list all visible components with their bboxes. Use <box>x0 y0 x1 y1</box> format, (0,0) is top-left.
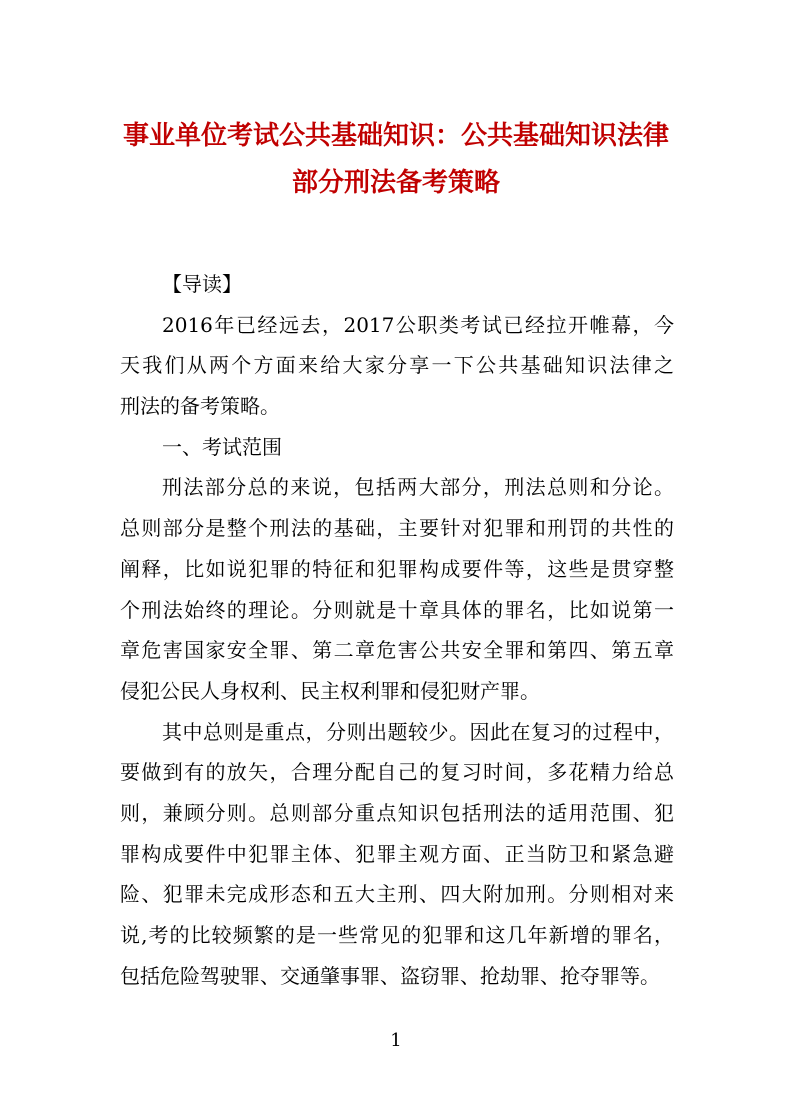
document-body <box>120 264 674 996</box>
page-number: 1 <box>390 1030 402 1051</box>
body-line: 说,考的比较频繁的是一些常见的犯罪和这几年新增的罪名， <box>120 923 674 947</box>
body-line: 险、犯罪未完成形态和五大主刑、四大附加刑。分则相对来 <box>120 882 674 907</box>
body-line: 个刑法始终的理论。分则就是十章具体的罪名，比如说第一 <box>120 597 674 622</box>
body-line: 侵犯公民人身权利、民主权利罪和侵犯财产罪。 <box>120 678 540 703</box>
body-line: 刑法的备考策略。 <box>120 394 280 419</box>
body-line: 刑法部分总的来说，包括两大部分，刑法总则和分论。 <box>162 475 674 500</box>
body-line: 则，兼顾分则。总则部分重点知识包括刑法的适用范围、犯 <box>120 800 674 825</box>
body-line: 章危害国家安全罪、第二章危害公共安全罪和第四、第五章 <box>120 638 674 663</box>
body-line: 其中总则是重点，分则出题较少。因此在复习的过程中， <box>162 719 674 744</box>
body-line: 2016年已经远去，2017公职类考试已经拉开帷幕，今 <box>162 312 674 337</box>
body-line: 天我们从两个方面来给大家分享一下公共基础知识法律之 <box>120 353 674 378</box>
body-line: 总则部分是整个刑法的基础，主要针对犯罪和刑罚的共性的 <box>120 516 674 541</box>
body-line: 罪构成要件中犯罪主体、犯罪主观方面、正当防卫和紧急避 <box>120 841 674 866</box>
body-line: 【导读】 <box>162 272 242 296</box>
body-line: 包括危险驾驶罪、交通肇事罪、盗窃罪、抢劫罪、抢夺罪等。 <box>120 963 660 988</box>
body-line: 要做到有的放矢，合理分配自己的复习时间，多花精力给总 <box>120 760 674 785</box>
body-line: 阐释，比如说犯罪的特征和犯罪构成要件等，这些是贯穿整 <box>120 556 674 581</box>
document-title-line-1: 事业单位考试公共基础知识：公共基础知识法律 <box>122 121 669 151</box>
document-title-line-2: 部分刑法备考策略 <box>291 168 500 198</box>
body-line: 一、考试范围 <box>162 434 282 459</box>
